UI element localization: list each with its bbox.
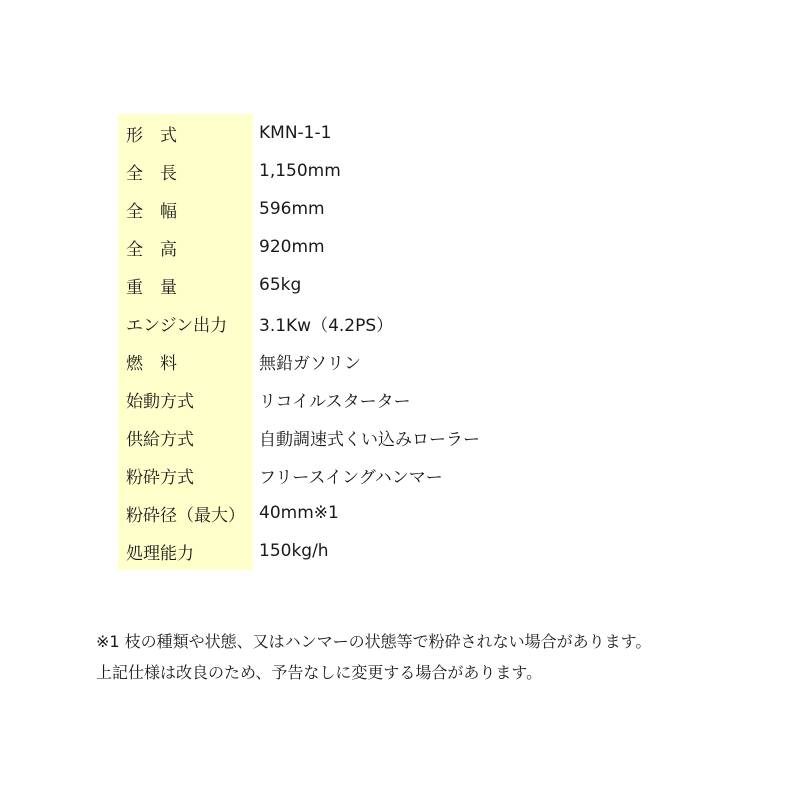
spec-label: 全 長 — [118, 152, 253, 190]
spec-label: 全 幅 — [118, 190, 253, 228]
spec-row-weight — [118, 266, 480, 304]
spec-label: 始動方式 — [118, 380, 253, 418]
notes — [96, 626, 786, 688]
spec-value: 3.1Kw（4.2PS） — [259, 315, 394, 336]
spec-label: 燃 料 — [118, 342, 253, 380]
spec-value: 自動調速式くい込みローラー — [259, 429, 480, 450]
spec-value: フリースイングハンマー — [259, 467, 443, 488]
spec-value: リコイルスターター — [259, 391, 411, 412]
spec-label: 供給方式 — [118, 418, 253, 456]
spec-label: 全 高 — [118, 228, 253, 266]
spec-value: 150kg/h — [259, 541, 329, 561]
spec-row-starting-method — [118, 380, 480, 418]
spec-label: 粉砕方式 — [118, 456, 253, 494]
spec-row-max-diameter — [118, 494, 480, 532]
spec-row-fuel — [118, 342, 480, 380]
spec-row-crushing-method — [118, 456, 480, 494]
note-footnote: ※1 枝の種類や状態、又はハンマーの状態等で粉砕されない場合があります。 — [96, 632, 652, 651]
spec-row-capacity — [118, 532, 480, 570]
spec-label: エンジン出力 — [118, 304, 253, 342]
spec-value: 920mm — [259, 237, 325, 257]
note-disclaimer: 上記仕様は改良のため、予告なしに変更する場合があります。 — [96, 663, 543, 682]
spec-label: 粉砕径（最大） — [118, 494, 253, 532]
spec-row-height — [118, 228, 480, 266]
spec-row-model — [118, 114, 480, 152]
spec-row-engine-output — [118, 304, 480, 342]
spec-value: 596mm — [259, 199, 325, 219]
spec-value: 1,150mm — [259, 161, 341, 181]
spec-table — [118, 114, 480, 570]
spec-row-length — [118, 152, 480, 190]
spec-row-width — [118, 190, 480, 228]
spec-value: 40mm※1 — [259, 503, 339, 523]
spec-value: 65kg — [259, 275, 302, 295]
spec-label: 重 量 — [118, 266, 253, 304]
spec-row-feed-method — [118, 418, 480, 456]
spec-label: 形 式 — [118, 114, 253, 152]
spec-label: 処理能力 — [118, 532, 253, 570]
spec-value: 無鉛ガソリン — [259, 353, 361, 374]
spec-value: KMN-1-1 — [259, 123, 332, 143]
